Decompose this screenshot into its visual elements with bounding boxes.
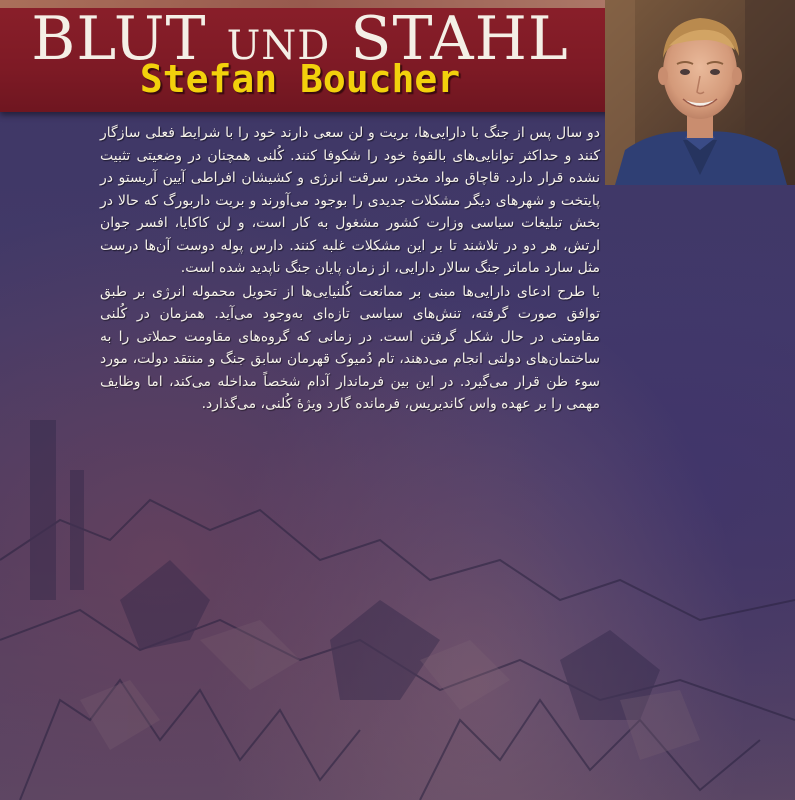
title-banner [0, 0, 610, 112]
author-photo [605, 0, 795, 185]
title-word-3: STAHL [350, 4, 569, 74]
book-synopsis [100, 122, 600, 416]
synopsis-paragraph-2: با طرح ادعای دارایی‌ها مبنی بر ممانعت کُلنیایی‌ها از تحویل محموله انرژی بر طبق توافق صورت گرفته، تنش‌های سیاسی تازه‌ای به‌وجود می‌آید. همزمان در کُلنی مقاومتی در حال شکل گرفتن است. در زمانی که گروه‌های مقاومت حملاتی را به ساختمان‌های دولتی انجام می‌دهند، تام دُمیوک قهرمان سابق جنگ و منتقد دولت، مورد سوء ظن قرار می‌گیرد. در این بین فرماندار آدام شخصاً مداخله می‌کند، اما وظایف مهمی را بر عهده واس کاندیریس، فرمانده گارد ویژهٔ کُلنی، می‌گذارد. [100, 283, 600, 412]
synopsis-paragraph-1: دو سال پس از جنگ با دارایی‌ها، بریت و لن سعی دارند خود را با شرایط فعلی سازگار کنند و حداکثر توانایی‌های بالقوهٔ خود را شکوفا کنند. کُلنی همچنان در وضعیتی تثبیت نشده قرار دارد. قاچاق مواد مخدر، سرقت انرژی و کشیشان افراطی آیین آریستو در پایتخت و شهرهای دیگر مشکلات جدیدی را بوجود می‌آورند و بریت داربورگ که حالا در بخش تبلیغات سیاسی وزارت کشور مشغول به کار است، و لن کاکایا، افسر جوان ارتش، هر دو در تلاشند تا بر این مشکلات غلبه کنند. دارس پوله دوست آن‌ها درست مثل سارد ماماتر جنگ سالار دارایی، از زمان پایان جنگ ناپدید شده است. [100, 125, 600, 276]
title-word-1: BLUT [31, 4, 207, 74]
title-word-2: UND [226, 23, 331, 69]
author-portrait-icon [605, 0, 795, 185]
author-name: Stefan Boucher [139, 57, 461, 101]
